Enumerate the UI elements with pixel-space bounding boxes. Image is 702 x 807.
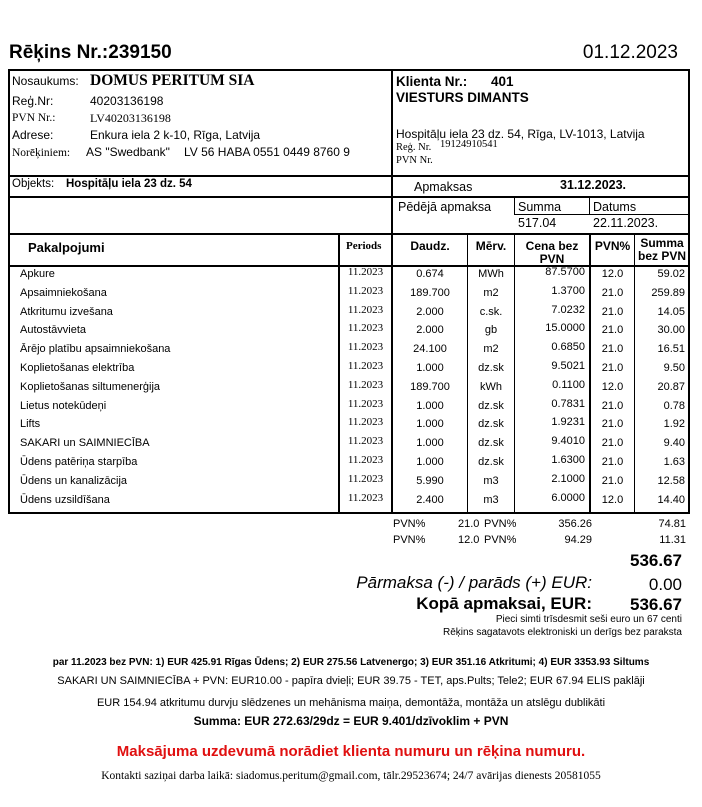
cell-period: 11.2023 xyxy=(347,341,384,354)
supplier-bank-name: AS "Swedbank" xyxy=(86,145,170,159)
object-label: Objekts: xyxy=(12,178,55,190)
cell-sum: 14.40 xyxy=(657,493,685,506)
cell-vat: 21.0 xyxy=(601,399,624,412)
payment-warning: Maksājuma uzdevumā norādiet klienta numuru un rēķina numuru. xyxy=(116,743,586,760)
divider xyxy=(514,214,690,215)
cell-vat: 12.0 xyxy=(601,493,624,506)
cell-qty: 1.000 xyxy=(416,418,444,431)
cell-period: 11.2023 xyxy=(347,454,384,466)
th-price-2: PVN xyxy=(539,252,565,266)
cell-unit: m2 xyxy=(483,286,499,299)
cell-service: Lifts xyxy=(20,418,41,431)
cell-sum: 16.51 xyxy=(657,343,685,356)
electronic-note: Rēķins sagatavots elektroniski un derīgs bez paraksta xyxy=(442,627,682,638)
invoice-title: Rēķins Nr.:239150 xyxy=(9,42,172,63)
th-period: Periods xyxy=(346,240,382,252)
cell-sum: 59.02 xyxy=(657,268,685,280)
cell-period: 11.2023 xyxy=(347,491,384,504)
cell-unit: dz.sk xyxy=(478,437,504,450)
cell-sum: 0.78 xyxy=(663,399,685,412)
supplier-name: DOMUS PERITUM SIA xyxy=(90,72,255,89)
contacts: Kontakti saziņai darba laikā: siadomus.peritum@gmail.com, tālr.29523674; 24/7 avārijas dienests 20581055 xyxy=(101,770,601,782)
balance-label: Pārmaksa (-) / parāds (+) EUR: xyxy=(356,573,592,592)
cell-period: 11.2023 xyxy=(347,322,384,335)
note-line-2: SAKARI UN SAIMNIECĪBA + PVN: EUR10.00 - papīra dvieļi; EUR 39.75 - TET, aps.Pults; Tele2; EUR 67.94 ELIS paklāji xyxy=(57,675,645,687)
vat-summary-base: 356.26 xyxy=(558,518,592,530)
th-qty: Daudz. xyxy=(410,239,450,253)
cell-sum: 14.05 xyxy=(657,305,685,318)
note-line-3: EUR 154.94 atkritumu durvju slēdzenes un mehānisma maiņa, demontāža, montāža un atslēgu dublikāti xyxy=(96,697,606,709)
th-sum-2: bez PVN xyxy=(637,249,686,263)
object-value: Hospitāļu iela 23 dz. 54 xyxy=(66,178,192,190)
cell-vat: 21.0 xyxy=(601,343,624,356)
th-sum-1: Summa xyxy=(640,236,684,250)
vat-summary-rate: 12.0 xyxy=(458,534,480,546)
cell-vat: 21.0 xyxy=(601,324,624,337)
payment-due-label: Apmaksas xyxy=(414,180,473,194)
th-service: Pakalpojumi xyxy=(28,240,105,255)
last-payment-sum: 517.04 xyxy=(518,216,557,230)
supplier-address-label: Adrese: xyxy=(12,128,54,142)
cell-period: 11.2023 xyxy=(347,303,384,316)
cell-unit: dz.sk xyxy=(478,456,504,468)
cell-service: Ūdens un kanalizācija xyxy=(20,474,128,487)
last-payment-date-label: Datums xyxy=(593,200,637,214)
cell-period: 11.2023 xyxy=(347,472,384,485)
cell-qty: 1.000 xyxy=(416,399,444,412)
note-line-1: par 11.2023 bez PVN: 1) EUR 425.91 Rīgas Ūdens; 2) EUR 275.56 Latvenergo; 3) EUR 351.16 Atkritumi; 4) EUR 3353.93 Siltums xyxy=(52,657,650,668)
total-label: Kopā apmaksai, EUR: xyxy=(416,594,592,613)
payment-due-date: 31.12.2023. xyxy=(560,178,627,192)
cell-service: Ūdens uzsildīšana xyxy=(20,493,110,506)
cell-service: Koplietošanas elektrība xyxy=(20,362,135,374)
divider xyxy=(514,197,515,215)
cell-price: 0.7831 xyxy=(551,397,585,410)
divider xyxy=(8,175,690,177)
cell-vat: 21.0 xyxy=(601,437,624,450)
cell-vat: 12.0 xyxy=(601,380,624,393)
cell-qty: 1.000 xyxy=(416,437,444,450)
cell-period: 11.2023 xyxy=(347,360,384,372)
vat-summary-vat: 11.31 xyxy=(659,534,686,546)
cell-unit: dz.sk xyxy=(478,399,504,412)
cell-unit: m2 xyxy=(483,343,499,356)
cell-qty: 1.000 xyxy=(416,362,444,374)
th-vat: PVN% xyxy=(594,239,631,253)
supplier-address: Enkura iela 2 k-10, Rīga, Latvija xyxy=(90,128,261,142)
cell-vat: 21.0 xyxy=(601,418,624,431)
divider xyxy=(8,233,690,235)
vat-summary-vat: 74.81 xyxy=(658,518,686,530)
cell-sum: 20.87 xyxy=(657,380,685,393)
vat-summary-rate: 21.0 xyxy=(458,518,480,530)
cell-period: 11.2023 xyxy=(347,284,384,297)
vat-summary-label2: PVN% xyxy=(484,534,517,546)
client-name: VIESTURS DIMANTS xyxy=(396,90,529,105)
cell-qty: 2.000 xyxy=(416,305,444,318)
supplier-bank-label: Norēķiniem: xyxy=(12,147,71,159)
cell-sum: 1.92 xyxy=(663,418,685,431)
cell-service: Autostāvvieta xyxy=(20,324,87,337)
cell-service: Lietus notekūdeņi xyxy=(20,399,107,412)
cell-sum: 259.89 xyxy=(651,286,685,299)
total-in-words: Pieci simti trīsdesmit seši euro un 67 centi xyxy=(495,614,682,625)
cell-qty: 0.674 xyxy=(416,268,444,280)
cell-sum: 9.50 xyxy=(663,362,685,374)
cell-unit: m3 xyxy=(483,474,499,487)
cell-unit: kWh xyxy=(480,380,502,393)
cell-period: 11.2023 xyxy=(347,416,384,429)
cell-price: 9.4010 xyxy=(551,435,585,448)
cell-vat: 21.0 xyxy=(601,474,624,487)
cell-price: 87.5700 xyxy=(545,266,585,278)
supplier-iban: LV 56 HABA 0551 0449 8760 9 xyxy=(184,145,350,159)
client-vat-label: PVN Nr. xyxy=(396,155,433,166)
client-reg: 19124910541 xyxy=(440,139,498,150)
cell-unit: c.sk. xyxy=(479,305,503,318)
supplier-vat-label: PVN Nr.: xyxy=(12,112,56,124)
subtotal: 536.67 xyxy=(630,551,682,570)
cell-service: Apkure xyxy=(20,268,55,280)
cell-service: Koplietošanas siltumenerģija xyxy=(20,380,161,393)
cell-qty: 189.700 xyxy=(410,286,450,299)
cell-unit: MWh xyxy=(478,268,504,280)
balance-value: 0.00 xyxy=(648,575,682,594)
cell-unit: m3 xyxy=(483,493,499,506)
cell-vat: 12.0 xyxy=(601,268,624,280)
cell-service: Atkritumu izvešana xyxy=(20,305,113,318)
cell-qty: 2.400 xyxy=(416,493,444,506)
divider xyxy=(391,69,393,235)
cell-qty: 189.700 xyxy=(410,380,450,393)
cell-price: 1.9231 xyxy=(551,416,585,429)
cell-service: Ārējo platību apsaimniekošana xyxy=(20,343,171,356)
note-line-4: Summa: EUR 272.63/29dz = EUR 9.401/dzīvoklim + PVN xyxy=(193,714,509,728)
cell-qty: 1.000 xyxy=(416,456,444,468)
cell-price: 0.6850 xyxy=(551,341,585,354)
cell-vat: 21.0 xyxy=(601,305,624,318)
cell-qty: 24.100 xyxy=(413,343,447,356)
cell-period: 11.2023 xyxy=(347,397,384,410)
cell-price: 2.1000 xyxy=(551,472,585,485)
cell-qty: 2.000 xyxy=(416,324,444,337)
supplier-name-label: Nosaukums: xyxy=(12,74,79,88)
cell-vat: 21.0 xyxy=(601,362,624,374)
last-payment-label: Pēdējā apmaksa xyxy=(398,200,492,214)
cell-sum: 12.58 xyxy=(657,474,685,487)
th-unit: Mērv. xyxy=(475,239,507,253)
cell-sum: 9.40 xyxy=(663,437,685,450)
vat-summary-label: PVN% xyxy=(393,518,426,530)
cell-service: Ūdens patēriņa starpība xyxy=(20,456,138,468)
cell-sum: 1.63 xyxy=(663,456,685,468)
divider xyxy=(8,196,690,198)
client-reg-label: Reģ. Nr. xyxy=(396,142,432,153)
cell-period: 11.2023 xyxy=(347,435,384,448)
vat-summary-label2: PVN% xyxy=(484,518,517,530)
client-number-label: Klienta Nr.: xyxy=(396,74,468,89)
cell-sum: 30.00 xyxy=(657,324,685,337)
cell-price: 6.0000 xyxy=(551,491,585,504)
cell-price: 1.6300 xyxy=(551,454,585,466)
cell-service: SAKARI un SAIMNIECĪBA xyxy=(20,437,150,450)
cell-unit: dz.sk xyxy=(478,362,504,374)
cell-price: 1.3700 xyxy=(551,284,585,297)
invoice-date: 01.12.2023 xyxy=(582,42,678,63)
cell-vat: 21.0 xyxy=(601,456,624,468)
supplier-reg-label: Reģ.Nr: xyxy=(12,94,54,108)
last-payment-date: 22.11.2023. xyxy=(593,216,659,230)
cell-price: 9.5021 xyxy=(551,360,585,372)
divider xyxy=(589,197,590,215)
cell-unit: dz.sk xyxy=(478,418,504,431)
cell-price: 0.1100 xyxy=(552,378,585,391)
vat-summary-base: 94.29 xyxy=(564,534,592,546)
client-number: 401 xyxy=(491,74,514,89)
supplier-reg: 40203136198 xyxy=(90,94,164,108)
cell-price: 7.0232 xyxy=(551,303,585,316)
client-address: Hospitāļu iela 23 dz. 54, Rīga, LV-1013, Latvija xyxy=(396,127,645,141)
th-price-1: Cena bez xyxy=(525,239,579,253)
cell-period: 11.2023 xyxy=(347,378,384,391)
total-value: 536.67 xyxy=(630,595,682,614)
cell-period: 11.2023 xyxy=(347,266,384,278)
vat-summary-label: PVN% xyxy=(393,534,426,546)
cell-vat: 21.0 xyxy=(601,286,624,299)
last-payment-sum-label: Summa xyxy=(518,200,562,214)
cell-service: Apsaimniekošana xyxy=(20,286,107,299)
supplier-vat: LV40203136198 xyxy=(90,111,171,125)
cell-qty: 5.990 xyxy=(416,474,444,487)
cell-unit: gb xyxy=(484,324,498,337)
cell-price: 15.0000 xyxy=(545,322,585,335)
